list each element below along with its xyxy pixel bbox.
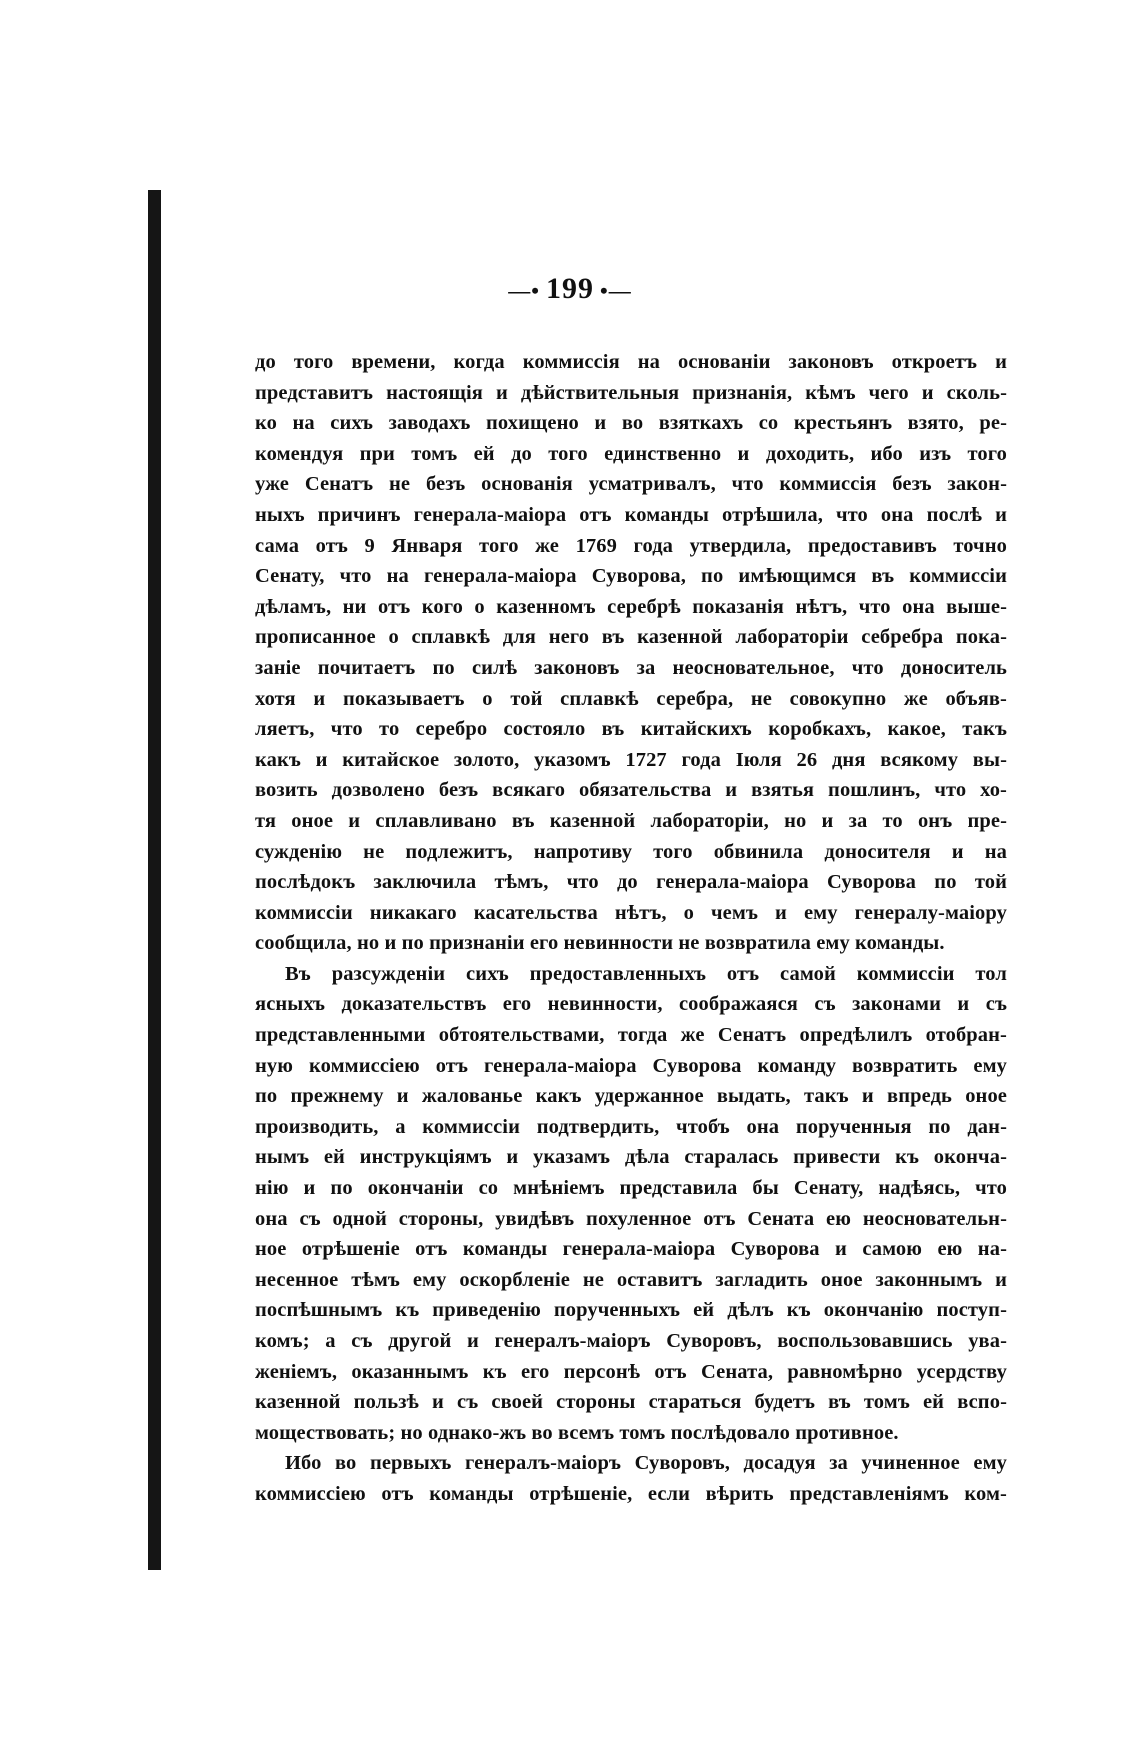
text-line: ное отрѣшеніе отъ команды генерала-маіора Суворова и самою ею на- — [255, 1238, 1007, 1261]
text-line: ляетъ, что то серебро состояло въ китайскихъ коробкахъ, какое, такъ — [255, 718, 1007, 741]
text-line: коммиссіею отъ команды отрѣшеніе, если вѣрить представленіямъ ком- — [255, 1482, 1007, 1505]
text-line: женіемъ, оказаннымъ къ его персонѣ отъ Сената, равномѣрно усердству — [255, 1360, 1007, 1383]
text-line: представленными обтоятельствами, тогда же Сенатъ опредѣлилъ отобран- — [255, 1024, 1007, 1047]
text-line: уже Сенатъ не безъ основанія усматривалъ, что коммиссія безъ закон- — [255, 473, 1007, 496]
text-line: представитъ настоящія и дѣйствительныя признанія, кѣмъ чего и сколь- — [255, 381, 1007, 404]
text-line: нію и по окончаніи со мнѣніемъ представила бы Сенату, надѣясь, что — [255, 1177, 1007, 1200]
text-line: ныхъ причинъ генерала-маіора отъ команды отрѣшила, что она послѣ и — [255, 503, 1007, 526]
text-line: производить, а коммиссіи подтвердить, чтобъ она порученныя по дан- — [255, 1115, 1007, 1138]
text-line: моществовать; но однако-жъ во всемъ томъ послѣдовало противное. — [255, 1421, 899, 1444]
text-line: ную коммиссіею отъ генерала-маіора Суворова команду возвратить ему — [255, 1054, 1007, 1077]
text-line: ясныхъ доказательствъ его невинности, соображаяся съ законами и съ — [255, 993, 1007, 1016]
left-ornament-icon: —• — [508, 278, 540, 304]
text-line: хотя и показываетъ о той сплавкѣ серебра, не совокупно же объяв- — [255, 687, 1007, 710]
text-line: по прежнему и жалованье какъ удержанное выдать, такъ и впредь оное — [255, 1085, 1007, 1108]
scan-edge-bar — [148, 190, 161, 1570]
text-line: послѣдокъ заключила тѣмъ, что до генерала-маіора Суворова по той — [255, 871, 1007, 894]
text-line: она съ одной стороны, увидѣвъ похуленное отъ Сената ею неосновательн- — [255, 1207, 1007, 1230]
right-ornament-icon: •— — [600, 278, 632, 304]
text-line: сообщила, но и по признаніи его невинности не возвратила ему команды. — [255, 932, 945, 955]
text-line: Сенату, что на генерала-маіора Суворова, по имѣющимся въ коммиссіи — [255, 565, 1007, 588]
text-line: сужденію не подлежитъ, напротиву того обвинила доносителя и на — [255, 840, 1007, 863]
text-line: тя оное и сплавливано въ казенной лабораторіи, но и за то онъ пре- — [255, 809, 1007, 832]
text-line: сама отъ 9 Января того же 1769 года утвердила, предоставивъ точно — [255, 534, 1007, 557]
text-line: ко на сихъ заводахъ похищено и во взяткахъ со крестьянъ взято, ре- — [255, 412, 1007, 435]
body-text — [255, 347, 1007, 1510]
text-line: поспѣшнымъ къ приведенію порученныхъ ей дѣлъ къ окончанію поступ- — [255, 1299, 1007, 1322]
text-line: нымъ ей инструкціямъ и указамъ дѣла старалась привести къ оконча- — [255, 1146, 1007, 1169]
text-line: заніе почитаетъ по силѣ законовъ за неосновательное, что доноситель — [255, 656, 1007, 679]
text-line: комъ; а съ другой и генералъ-маіоръ Суворовъ, воспользовавшись ува- — [255, 1330, 1007, 1352]
text-line: возить дозволено безъ всякаго обязательства и взятья пошлинъ, что хо- — [255, 779, 1007, 802]
text-line: до того времени, когда коммиссія на основаніи законовъ откроетъ и — [255, 351, 1007, 373]
text-line: казенной пользѣ и съ своей стороны стараться будетъ въ томъ ей вспо- — [255, 1391, 1007, 1414]
page-number: 199 — [546, 272, 594, 305]
page-header — [0, 272, 1140, 306]
text-line: какъ и китайское золото, указомъ 1727 года Іюля 26 дня всякому вы- — [255, 748, 1007, 771]
text-line: коммиссіи никакаго касательства нѣтъ, о чемъ и ему генералу-маіору — [255, 901, 1007, 924]
text-line: Ибо во первыхъ генералъ-маіоръ Суворовъ, досадуя за учиненное ему — [285, 1452, 1007, 1475]
text-line: прописанное о сплавкѣ для него въ казенной лабораторіи себребра пока- — [255, 626, 1007, 649]
text-line: несенное тѣмъ ему оскорбленіе не оставитъ загладить оное законнымъ и — [255, 1268, 1007, 1291]
text-line: Въ разсужденіи сихъ предоставленныхъ отъ самой коммиссіи тол — [285, 962, 1007, 985]
text-line: комендуя при томъ ей до того единственно и доходить, ибо изъ того — [255, 442, 1007, 465]
text-line: дѣламъ, ни отъ кого о казенномъ серебрѣ показанія нѣтъ, что она выше- — [255, 595, 1007, 618]
